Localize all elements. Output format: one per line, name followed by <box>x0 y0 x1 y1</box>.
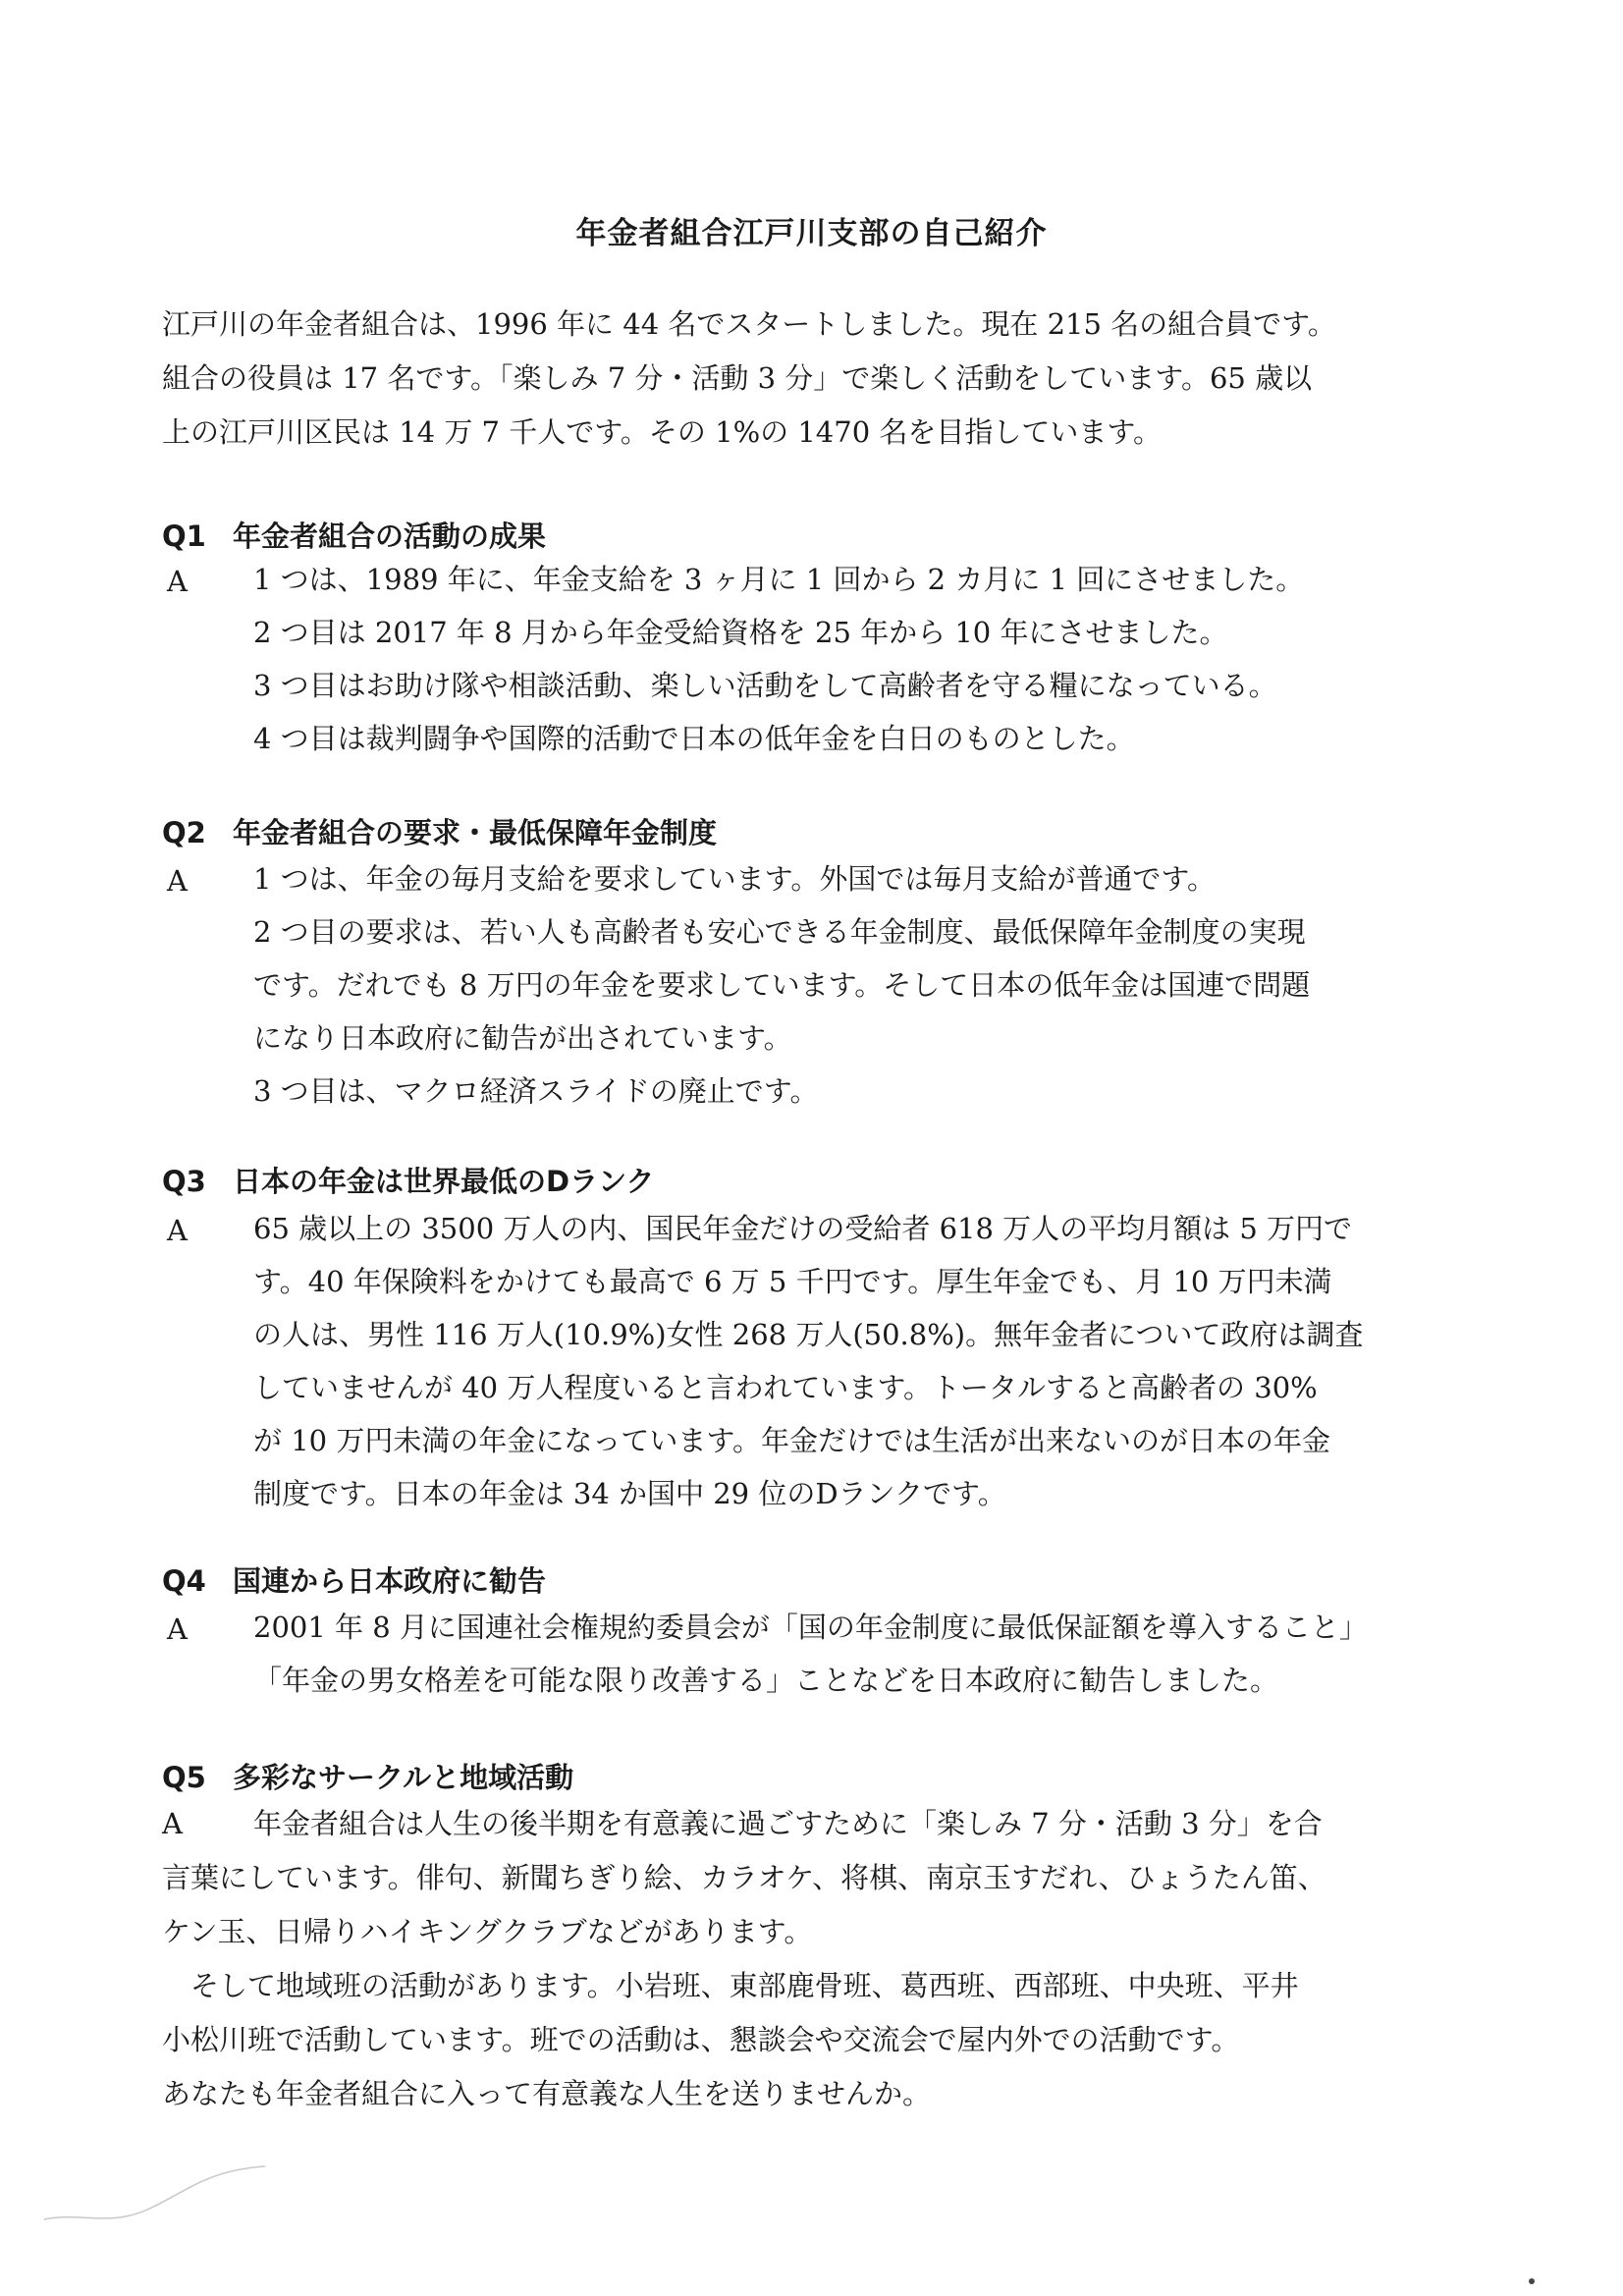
q3-line: 65 歳以上の 3500 万人の内、国民年金だけの受給者 618 万人の平均月額は 5 万円で <box>253 1212 1353 1245</box>
q3-line: 制度です。日本の年金は 34 か国中 29 位のDランクです。 <box>253 1477 1006 1510</box>
q3-line: す。40 年保険料をかけても最高で 6 万 5 千円です。厚生年金でも、月 10 万円未満 <box>253 1265 1332 1298</box>
q4-line: 「年金の男女格差を可能な限り改善する」ことなどを日本政府に勧告しました。 <box>253 1664 1279 1697</box>
q3-heading-text: 日本の年金は世界最低のDランク <box>233 1165 655 1198</box>
q2-heading <box>162 811 717 851</box>
q4-answer <box>253 1601 1368 1707</box>
q2-number: Q2 <box>162 816 206 849</box>
q2-heading-text: 年金者組合の要求・最低保障年金制度 <box>233 816 718 849</box>
q3-answer <box>253 1202 1364 1520</box>
q5-answer <box>162 1797 1326 2121</box>
q3-line: の人は、男性 116 万人(10.9%)女性 268 万人(50.8%)。無年金者について政府は調査 <box>253 1318 1364 1351</box>
q5-line: 言葉にしています。俳句、新聞ちぎり絵、カラオケ、将棋、南京玉すだれ、ひょうたん笛、 <box>162 1861 1326 1894</box>
q3-line: が 10 万円未満の年金になっています。年金だけでは生活が出来ないのが日本の年金 <box>253 1424 1331 1457</box>
q2-answer <box>253 852 1310 1118</box>
q1-heading <box>162 515 546 555</box>
q2-line: 3 つ目は、マクロ経済スライドの廃止です。 <box>253 1074 819 1108</box>
q4-answer-label: A <box>167 1613 188 1646</box>
q5-number: Q5 <box>162 1761 206 1794</box>
q5-line: あなたも年金者組合に入って有意義な人生を送りませんか。 <box>162 2077 932 2110</box>
scan-mark <box>39 2151 353 2229</box>
q5-heading-text: 多彩なサークルと地域活動 <box>233 1761 574 1794</box>
intro-line: 上の江戸川区民は 14 万 7 千人です。その 1%の 1470 名を目指しています。 <box>162 415 1163 449</box>
q1-answer <box>253 553 1304 765</box>
q4-heading-text: 国連から日本政府に勧告 <box>233 1564 547 1598</box>
intro-line: 江戸川の年金者組合は、1996 年に 44 名でスタートしました。現在 215 名の組合員です。 <box>162 307 1336 341</box>
q5-answer-label: A <box>162 1807 183 1840</box>
q5-line: そして地域班の活動があります。小岩班、東部鹿骨班、葛西班、西部班、中央班、平井 <box>162 1969 1299 2002</box>
q2-line: になり日本政府に勧告が出されています。 <box>253 1021 792 1055</box>
q3-number: Q3 <box>162 1165 206 1198</box>
q3-heading <box>162 1160 655 1200</box>
scan-dot <box>1527 2276 1537 2286</box>
q5-line: ケン玉、日帰りハイキングクラブなどがあります。 <box>162 1915 813 1948</box>
q4-heading <box>162 1559 546 1600</box>
q4-line: 2001 年 8 月に国連社会権規約委員会が「国の年金制度に最低保証額を導入すること」 <box>253 1611 1368 1644</box>
q1-line: 2 つ目は 2017 年 8 月から年金受給資格を 25 年から 10 年にさせました。 <box>253 616 1228 649</box>
q2-line: です。だれでも 8 万円の年金を要求しています。そして日本の低年金は国連で問題 <box>253 968 1311 1002</box>
q1-answer-label: A <box>167 565 188 598</box>
document-title: 年金者組合江戸川支部の自己紹介 <box>575 216 1048 251</box>
q2-line: 1 つは、年金の毎月支給を要求しています。外国では毎月支給が普通です。 <box>253 862 1217 896</box>
q3-line: していませんが 40 万人程度いると言われています。トータルすると高齢者の 30% <box>253 1371 1318 1404</box>
q5-first-line-text: 年金者組合は人生の後半期を有意義に過ごすために「楽しみ 7 分・活動 3 分」を合 <box>253 1807 1323 1840</box>
intro-paragraph <box>162 298 1483 460</box>
q1-line: 4 つ目は裁判闘争や国際的活動で日本の低年金を白日のものとした。 <box>253 722 1135 755</box>
intro-line: 組合の役員は 17 名です。「楽しみ 7 分・活動 3 分」で楽しく活動をしています。65 歳以 <box>162 361 1313 395</box>
q2-line: 2 つ目の要求は、若い人も高齢者も安心できる年金制度、最低保障年金制度の実現 <box>253 915 1306 949</box>
q1-line: 1 つは、1989 年に、年金支給を 3 ヶ月に 1 回から 2 カ月に 1 回にさせました。 <box>253 563 1305 596</box>
q4-number: Q4 <box>162 1564 206 1598</box>
q5-first-line <box>162 1797 1326 1851</box>
q5-line: 小松川班で活動しています。班での活動は、懇談会や交流会で屋内外での活動です。 <box>162 2023 1240 2056</box>
q2-answer-label: A <box>167 864 188 898</box>
q5-heading <box>162 1756 573 1796</box>
q1-line: 3 つ目はお助け隊や相談活動、楽しい活動をして高齢者を守る糧になっている。 <box>253 669 1277 702</box>
q3-answer-label: A <box>167 1214 188 1247</box>
q1-number: Q1 <box>162 519 206 553</box>
q1-heading-text: 年金者組合の活動の成果 <box>233 519 547 553</box>
